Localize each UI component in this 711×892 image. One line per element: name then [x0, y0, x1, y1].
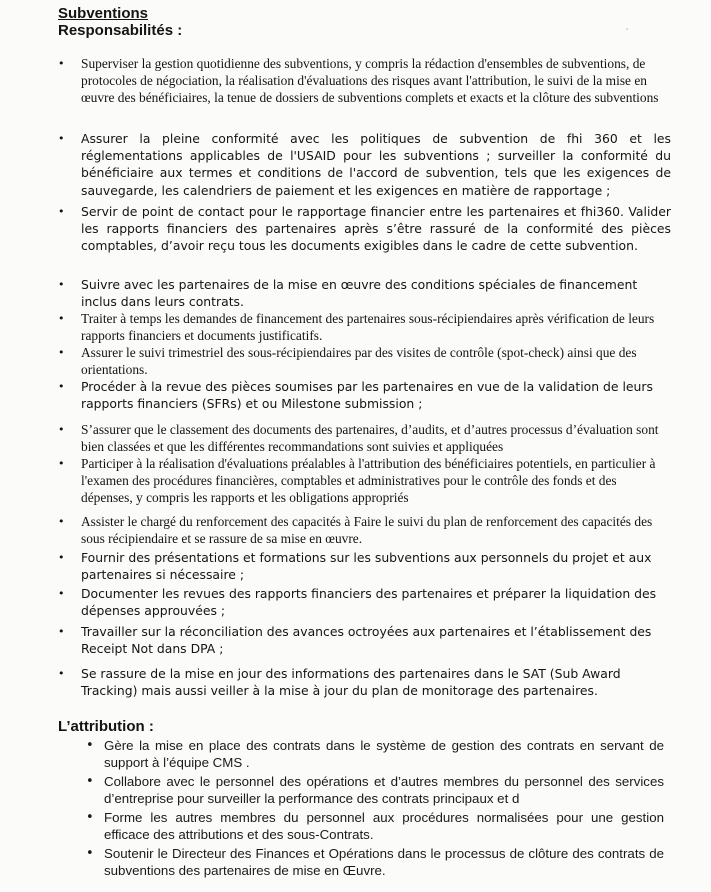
bullet-icon: • — [58, 551, 65, 564]
list-item-text: Collabore avec le personnel des opérations et d’autres membres du personnel des services d’entreprise pour surveiller la performance des contrats principaux et d — [104, 774, 664, 806]
list-item — [58, 513, 671, 547]
list-item-text: Assister le chargé du renforcement des capacités à Faire le suivi du plan de renforcement des capacités des sous récipiendaire et se rassure de sa mise en œuvre. — [81, 514, 653, 546]
list-item-text: Se rassure de la mise en jour des informations des partenaires dans le SAT (Sub Award Tracking) mais aussi veiller à la mise à jour du plan de monitorage des partenaires. — [81, 666, 621, 699]
section-title: Subventions — [58, 5, 149, 22]
bullet-icon: • — [58, 205, 65, 218]
bullet-icon: • — [58, 457, 65, 470]
list-item — [58, 55, 671, 106]
bullet-icon: • — [58, 625, 65, 638]
list-item-text: Superviser la gestion quotidienne des subventions, y compris la rédaction d'ensembles de subventions, de protocoles de négociation, la réalisation d'évaluations des risques avant l'attribution, le suivi de la mise en œuvre des bénéficiaires, la tenue de dossiers de subventions complets et exacts et la clôture des subventions — [81, 56, 659, 105]
list-item-text: S’assurer que le classement des documents des partenaires, d’audits, et d’autres processus d’évaluation sont bien classées et que les différentes recommandations sont suivies et appliquées — [81, 422, 659, 454]
attribution-heading: L’attribution : — [58, 718, 154, 735]
list-item — [58, 276, 671, 310]
list-item — [58, 421, 671, 455]
list-item — [58, 623, 671, 657]
list-item-text: Travailler sur la réconciliation des avances octroyées aux partenaires et l’établissement des Receipt Not dans DPA ; — [81, 624, 652, 657]
list-item — [86, 810, 664, 843]
list-item-text: Forme les autres membres du personnel aux procédures normalisées pour une gestion efficace des attributions et des sous-Contrats. — [104, 810, 664, 842]
bullet-icon: • — [58, 587, 65, 600]
list-item-text: Traiter à temps les demandes de financement des partenaires sous-récipiendaires après vérification de leurs rapports financiers et documents justificatifs. — [81, 311, 655, 343]
list-item-text: Servir de point de contact pour le rapportage financier entre les partenaires et fhi360. Valider les rapports financiers des partenaires après s’être rassuré de la conformité des pièces comptables, d’avoir reçu tous les documents exigibles dans le cadre de cette subvention. — [81, 204, 671, 254]
list-item — [86, 846, 664, 879]
list-item-text: Assurer la pleine conformité avec les politiques de subvention de fhi 360 et les réglementations applicables de l'USAID pour les subventions ; surveiller la conformité du bénéficiaire aux termes et conditions de l'accord de subvention, tels que les exigences de sauvegarde, les calendriers de paiement et les exigences en matière de rapportage ; — [81, 131, 671, 198]
list-item — [58, 203, 671, 255]
list-item — [58, 344, 671, 378]
list-item-text: Gère la mise en place des contrats dans le système de gestion des contrats en servant de support à l’équipe CMS . — [104, 738, 664, 770]
list-item — [86, 774, 664, 807]
bullet-icon: • — [58, 423, 65, 436]
list-item-text: Soutenir le Directeur des Finances et Opérations dans le processus de clôture des contrats de subventions des partenaires de mise en Œuvre. — [104, 846, 664, 878]
bullet-icon: • — [58, 57, 65, 70]
list-item — [58, 130, 671, 199]
list-item — [58, 549, 671, 583]
list-item-text: Suivre avec les partenaires de la mise en œuvre des conditions spéciales de financement inclus dans leurs contrats. — [81, 277, 638, 310]
scan-speck — [626, 28, 628, 30]
bullet-icon: • — [86, 738, 94, 753]
list-item-text: Participer à la réalisation d'évaluations préalables à l'attribution des bénéficiaires potentiels, en particulier à l'examen des procédures financières, comptables et administratives pour le contrôle des fonds et des dépenses, y compris les rapports et les obligations appropriés — [81, 456, 656, 505]
bullet-icon: • — [86, 774, 94, 789]
list-item — [58, 378, 671, 412]
bullet-icon: • — [58, 346, 65, 359]
bullet-icon: • — [58, 278, 65, 291]
bullet-icon: • — [58, 312, 65, 325]
bullet-icon: • — [58, 380, 65, 393]
list-item — [58, 455, 671, 506]
list-item-text: Assurer le suivi trimestriel des sous-récipiendaires par des visites de contrôle (spot-check) ainsi que des orientations. — [81, 345, 637, 377]
bullet-icon: • — [86, 810, 94, 825]
bullet-icon: • — [86, 846, 94, 861]
list-item-text: Fournir des présentations et formations sur les subventions aux personnels du projet et aux partenaires si nécessaire ; — [81, 550, 652, 583]
list-item — [58, 665, 671, 699]
bullet-icon: • — [58, 667, 65, 680]
list-item — [86, 738, 664, 771]
list-item — [58, 310, 671, 344]
bullet-icon: • — [58, 132, 65, 145]
list-item-text: Procéder à la revue des pièces soumises par les partenaires en vue de la validation de leurs rapports financiers (SFRs) et ou Milestone submission ; — [81, 379, 653, 412]
list-item — [58, 585, 671, 619]
bullet-icon: • — [58, 515, 65, 528]
responsibilities-heading: Responsabilités : — [58, 22, 183, 39]
list-item-text: Documenter les revues des rapports financiers des partenaires et préparer la liquidation des dépenses approuvées ; — [81, 586, 657, 619]
